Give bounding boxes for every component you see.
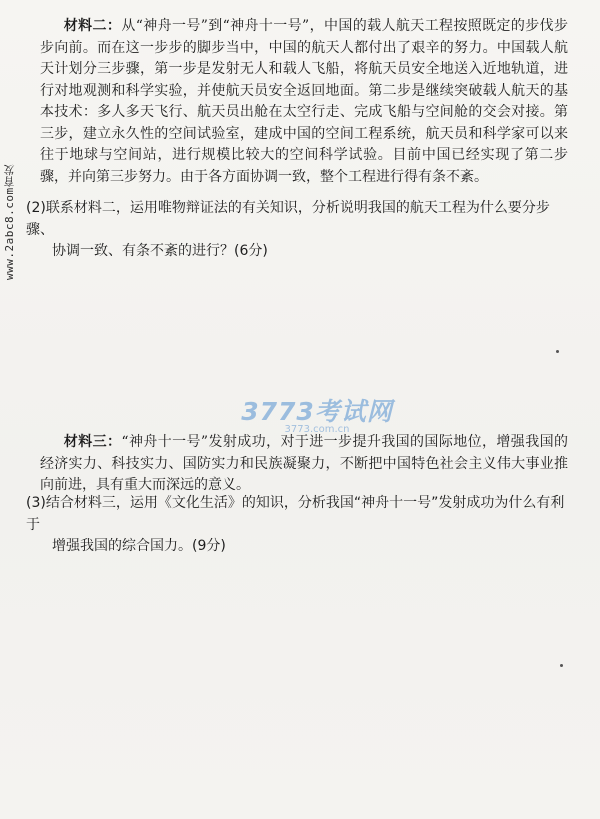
scan-speck xyxy=(560,664,563,667)
question-two-line2: 协调一致、有条不紊的进行？(6分) xyxy=(52,243,268,259)
material-two-paragraph xyxy=(40,16,568,188)
material-two xyxy=(40,16,568,188)
material-three-body: “神舟十一号”发射成功，对于进一步提升我国的国际地位，增强我国的经济实力、科技实力、国防实力和民族凝聚力，不断把中国特色社会主义伟大事业推向前进，具有重大而深远的意义。 xyxy=(40,434,568,493)
question-two-line1: (2)联系材料二，运用唯物辩证法的有关知识，分析说明我国的航天工程为什么要分步骤、 xyxy=(26,200,550,238)
side-watermark: www.2abc8.com育发 xyxy=(3,164,16,280)
material-three-paragraph xyxy=(40,432,568,497)
logo-main-text: 3773考试网 xyxy=(241,397,393,426)
logo-sub-text: 3773.com.cn xyxy=(284,424,350,435)
scan-speck xyxy=(556,350,559,353)
material-three xyxy=(40,432,568,497)
material-two-label: 材料二： xyxy=(63,18,122,34)
material-three-label: 材料三： xyxy=(63,434,122,450)
material-two-body: 从“神舟一号”到“神舟十一号”，中国的载人航天工程按照既定的步伐步步向前。而在这一步步的脚步当中，中国的航天人都付出了艰辛的努力。中国载人航天计划分三步骤，第一步是发射无人和载人飞船，将航天员安全地送入近地轨道，进行对地观测和科学实验，并使航天员安全返回地面。第二步是继续突破载人航天的基本技术：多人多天飞行、航天员出舱在太空行走、完成飞船与空间舱的交会对接。第三步，建立永久性的空间试验室，建成中国的空间工程系统，航天员和科学家可以来往于地球与空间站，进行规模比较大的空间科学试验。目前中国已经实现了第二步骤，并向第三步努力。由于各方面协调一致，整个工程进行得有条不紊。 xyxy=(40,18,568,185)
question-three-line2: 增强我国的综合国力。(9分) xyxy=(52,538,226,554)
question-three xyxy=(26,493,568,558)
question-three-line1: (3)结合材料三，运用《文化生活》的知识，分析我国“神舟十一号”发射成功为什么有利于 xyxy=(26,495,565,533)
question-two xyxy=(26,198,568,263)
